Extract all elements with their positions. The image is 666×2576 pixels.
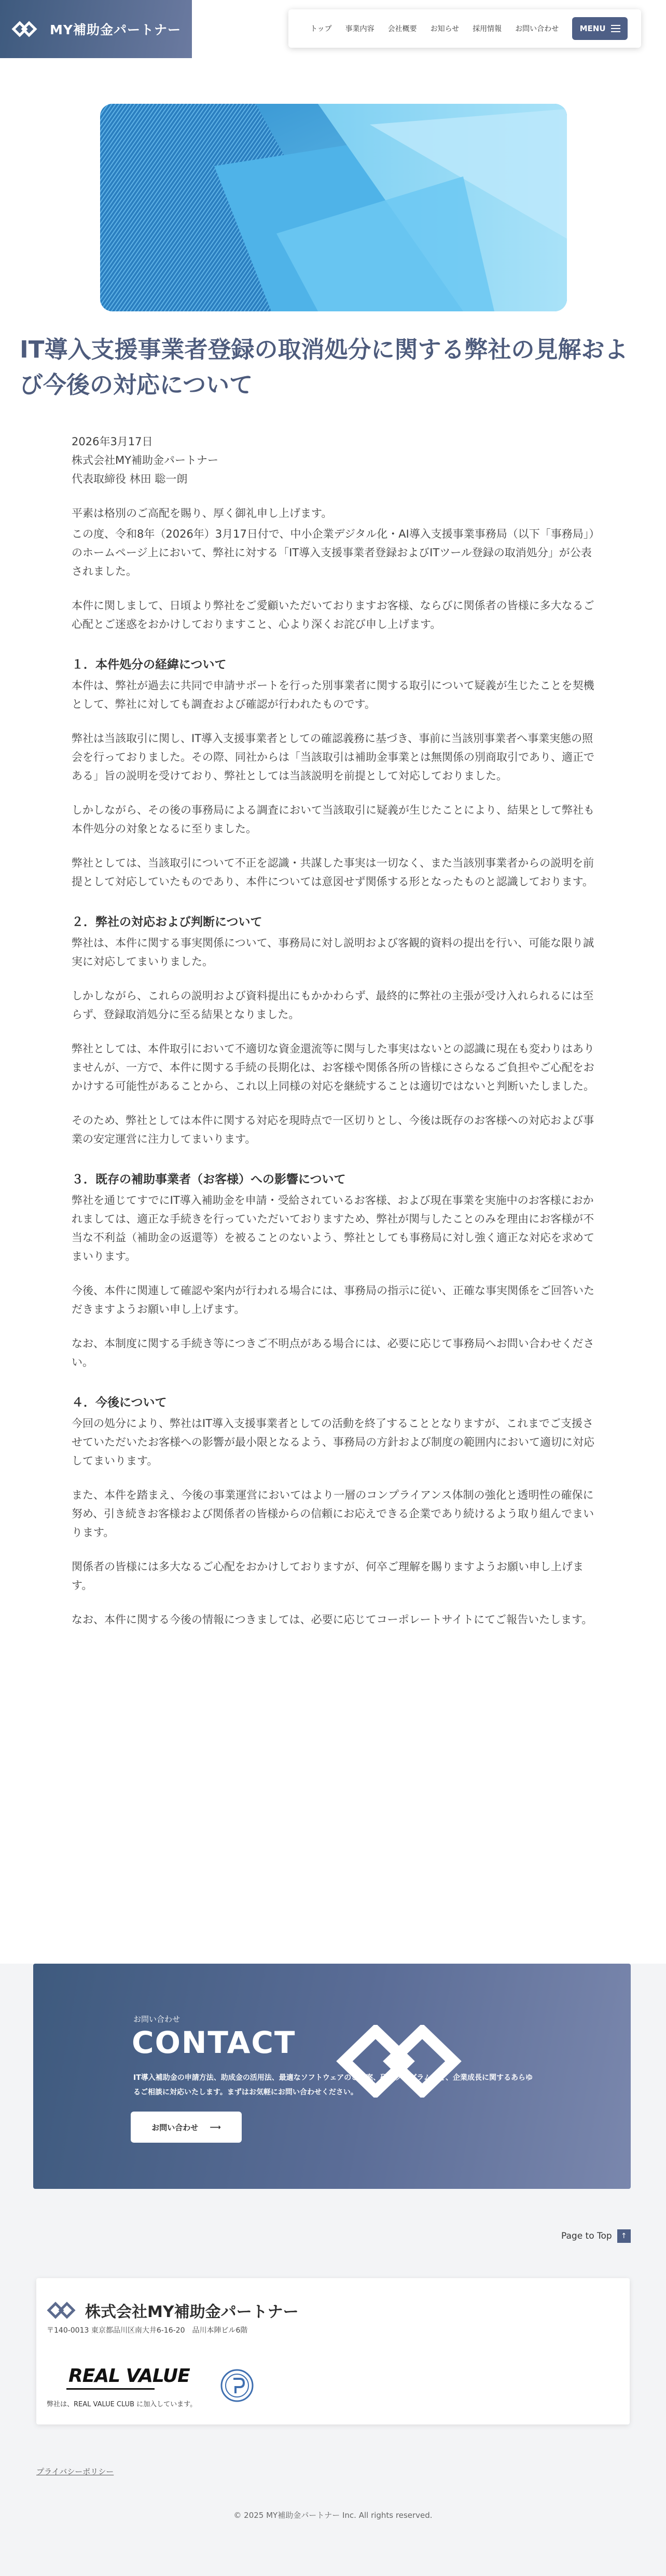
nav-item-services[interactable]: 事業内容 [345,25,374,33]
footer-logo[interactable] [47,2299,299,2322]
article-representative: 代表取締役 林田 聡一朗 [72,473,188,485]
privacy-policy-link[interactable]: プライバシーポリシー [36,2467,114,2476]
section-paragraph: 関係者の皆様には多大なるご心配をおかけしておりますが、何卒ご理解を賜りますようお願い申し上げます。 [72,1560,584,1592]
section-paragraph: 弊社を通じてすでにIT導入補助金を申請・受給されているお客様、および現在事業を実施中のお客様におかれましては、適正な手続きを行っていただいておりますため、弊社が関与したことのみを理由にお客様が不当な不利益（補助金の返還等）を被ることのないよう、弊社としても事務局に対し強く適正な対応を求めてまいります。 [72,1194,594,1263]
abstract-blue-paper-image [100,104,567,311]
hamburger-icon [611,25,620,32]
footer-company-name: 株式会社MY補助金パートナー [85,2303,299,2321]
section-heading: ４．今後について [72,1396,167,1409]
hero-image [100,104,567,311]
menu-button-label: MENU [579,24,606,33]
logo-mark-icon [47,2301,81,2319]
intro-paragraph: 平素は格別のご高配を賜り、厚く御礼申し上げます。 [72,507,332,519]
real-value-note: 弊社は、REAL VALUE CLUB に加入しています。 [47,2401,197,2408]
section-heading: １．本件処分の経緯について [72,658,227,672]
logo-mark-icon [11,21,41,37]
section-paragraph: そのため、弊社としては本件に関する対応を現時点で一区切りとし、今後は既存のお客様への対応および事業の安定運営に注力してまいります。 [72,1114,594,1145]
certification-badge-icon [219,2367,255,2404]
nav-item-company[interactable]: 会社概要 [387,25,417,33]
page-top-label: Page to Top [561,2231,612,2241]
contact-small-label: お問い合わせ [133,2015,181,2024]
contact-banner [33,1964,631,2189]
nav-item-news[interactable]: お知らせ [430,25,460,33]
page-title: IT導入支援事業者登録の取消処分に関する弊社の見解および今後の対応について [20,336,628,399]
section-heading: ３．既存の補助事業者（お客様）への影響について [72,1173,346,1186]
section-paragraph: なお、本件に関する今後の情報につきましては、必要に応じてコーポレートサイトにてご報告いたします。 [72,1613,593,1626]
nav-item-top[interactable]: トップ [310,25,332,33]
article-body [72,432,595,1629]
menu-button[interactable] [572,17,628,40]
section-paragraph: 本件は、弊社が過去に共同で申請サポートを行った別事業者に関する取引について疑義が生じたことを契機として、弊社に対しても調査および確認が行われたものです。 [72,679,594,710]
intro-paragraph: この度、令和8年（2026年）3月17日付で、中小企業デジタル化・AI導入支援事業事務局（以下「事務局」）のホームページ上において、弊社に対する「IT導入支援事業者登録およびITツール登録の取消処分」が公表されました。 [72,528,594,578]
section-paragraph: また、本件を踏まえ、今後の事業運営においてはより一層のコンプライアンス体制の強化と透明性の確保に努め、引き続きお客様および関係者の皆様からの信頼にお応えできる企業であり続けるよう取り組んでまいります。 [72,1489,594,1539]
company-info-card [36,2278,630,2424]
copyright: © 2025 MY補助金パートナー Inc. All rights reserved. [233,2511,433,2520]
section-paragraph: 弊社は当該取引に関し、IT導入支援事業者としての確認義務に基づき、事前に当該別事業者へ事業実態の照会を行っておりました。その際、同社からは「当該取引は補助金事業とは無関係の別商取引であり、適正である」旨の説明を受けており、弊社としては当該説明を前提として対応しておりました。 [72,732,594,782]
logo-text: MY補助金パートナー [50,22,181,37]
contact-button-label: お問い合わせ [151,2122,199,2132]
site-logo[interactable] [0,0,192,58]
article-date: 2026年3月17日 [72,435,153,448]
article-company: 株式会社MY補助金パートナー [72,454,218,467]
section-paragraph: 今回の処分により、弊社はIT導入支援事業者としての活動を終了することとなりますが、これまでご支援させていただいたお客様への影響が最小限となるよう、事務局の方針および制度の範囲内において適切に対応してまいります。 [72,1417,594,1467]
nav-item-contact[interactable]: お問い合わせ [515,25,559,33]
arrow-up-icon: ↑ [617,2229,631,2243]
global-nav [288,9,641,48]
section-paragraph: 今後、本件に関連して確認や案内が行われる場合には、事務局の指示に従い、正確な事実関係をご回答いただきますようお願い申し上げます。 [72,1284,594,1316]
page-top-button[interactable] [561,2229,631,2243]
real-value-logo: REAL VALUE [68,2365,190,2387]
section-paragraph: 弊社としては、本件取引において不適切な資金還流等に関与した事実はないとの認識に現在も変わりはありませんが、一方で、本件に関する手続の長期化は、お客様や関係各所の皆様にさらなるご負担やご心配をおかけする可能性があることから、これ以上同様の対応を継続することは適切ではないと判断いたしました。 [72,1043,594,1092]
section-paragraph: なお、本制度に関する手続き等につきご不明点がある場合には、必要に応じて事務局へお問い合わせください。 [72,1337,594,1368]
nav-item-recruit[interactable]: 採用情報 [473,25,502,33]
contact-description: IT導入補助金の申請方法、助成金の活用法、最適なソフトウェアのご提案、研修プログラムなど、企業成長に関するあらゆるご相談に対応いたします。まずはお気軽にお問い合わせください。 [133,2074,533,2097]
real-value-underline [66,2388,155,2390]
contact-title: CONTACT [132,2025,296,2060]
article-meta [72,432,595,488]
section-paragraph: しかしながら、その後の事務局による調査において当該取引に疑義が生じたことにより、結果として弊社も本件処分の対象となるに至りました。 [72,804,594,835]
section-heading: ２．弊社の対応および判断について [72,915,262,929]
arrow-right-icon: ⟶ [210,2122,221,2132]
section-paragraph: 弊社としては、当該取引について不正を認識・共謀した事実は一切なく、また当該別事業者からの説明を前提として対応していたものであり、本件については意図せず関係する形となったものと認識しております。 [72,857,594,888]
intro-paragraph: 本件に関しまして、日頃より弊社をご愛顧いただいておりますお客様、ならびに関係者の皆様に多大なるご心配とご迷惑をおかけしておりますこと、心より深くお詫び申し上げます。 [72,599,594,631]
contact-button[interactable] [131,2112,242,2143]
section-paragraph: 弊社は、本件に関する事実関係について、事務局に対し説明および客観的資料の提出を行い、可能な限り誠実に対応してまいりました。 [72,937,594,968]
section-paragraph: しかしながら、これらの説明および資料提出にもかかわらず、最終的に弊社の主張が受け入れられるには至らず、登録取消処分に至る結果となりました。 [72,990,594,1021]
footer-address: 〒140-0013 東京都品川区南大井6-16-20 品川本陣ビル6階 [47,2326,248,2335]
